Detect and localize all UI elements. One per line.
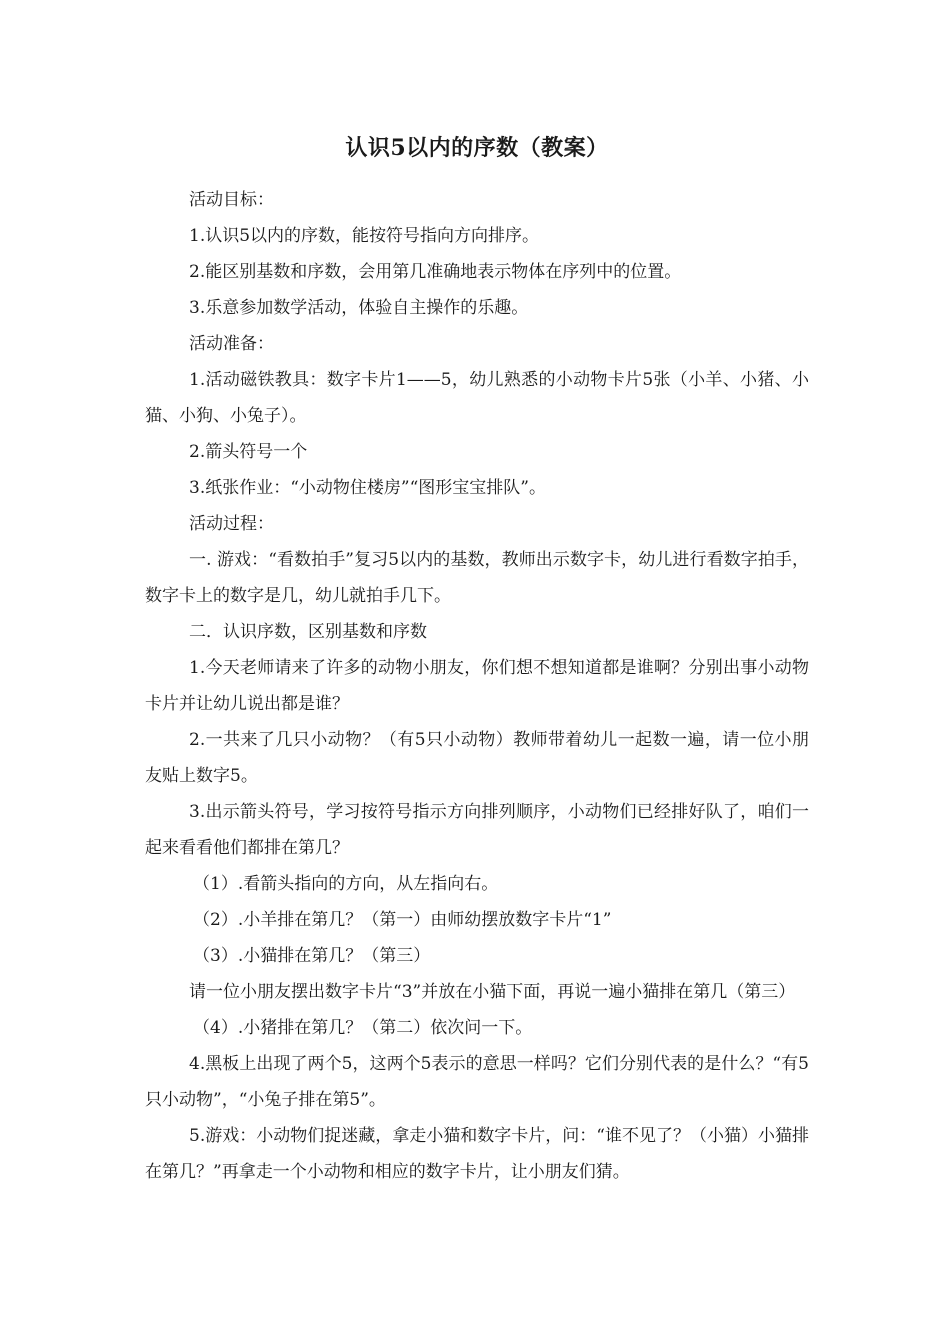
process-subitem-4: （4）.小猪排在第几？（第二）依次问一下。 (193, 1018, 533, 1038)
document-page (145, 128, 809, 1190)
preparation-item-1: 1.活动磁铁教具：数字卡片1——5，幼儿熟悉的小动物卡片5张（小羊、小猪、小猫、小狗、小兔子）。 (145, 370, 809, 426)
section-heading-process: 活动过程： (189, 514, 274, 534)
goal-item-2: 2.能区别基数和序数，会用第几准确地表示物体在序列中的位置。 (189, 262, 682, 282)
process-note: 请一位小朋友摆出数字卡片“3”并放在小猫下面，再说一遍小猫排在第几（第三） (189, 982, 796, 1002)
process-subitem-1: （1）.看箭头指向的方向，从左指向右。 (193, 874, 499, 894)
process-item-2: 2.一共来了几只小动物？（有5只小动物）教师带着幼儿一起数一遍，请一位小朋友贴上数字5。 (145, 730, 809, 786)
process-step-2: 二．认识序数，区别基数和序数 (189, 622, 427, 642)
process-item-3: 3.出示箭头符号，学习按符号指示方向排列顺序，小动物们已经排好队了，咱们一起来看看他们都排在第几？ (145, 802, 809, 858)
document-title: 认识5以内的序数（教案） (345, 135, 609, 161)
section-heading-goals: 活动目标： (189, 190, 274, 210)
process-item-1: 1.今天老师请来了许多的动物小朋友，你们想不想知道都是谁啊？分别出事小动物卡片并让幼儿说出都是谁？ (145, 658, 809, 714)
goal-item-3: 3.乐意参加数学活动，体验自主操作的乐趣。 (189, 298, 529, 318)
section-heading-preparation: 活动准备： (189, 334, 274, 354)
process-item-4: 4.黑板上出现了两个5，这两个5表示的意思一样吗？它们分别代表的是什么？“有5只小动物”，“小兔子排在第5”。 (145, 1054, 809, 1110)
goal-item-1: 1.认识5以内的序数，能按符号指向方向排序。 (189, 226, 540, 246)
preparation-item-2: 2.箭头符号一个 (189, 442, 308, 462)
process-item-5: 5.游戏：小动物们捉迷藏，拿走小猫和数字卡片，问：“谁不见了？（小猫）小猫排在第几？”再拿走一个小动物和相应的数字卡片，让小朋友们猜。 (145, 1126, 809, 1182)
preparation-item-3: 3.纸张作业：“小动物住楼房”“图形宝宝排队”。 (189, 478, 546, 498)
process-subitem-2: （2）.小羊排在第几？（第一）由师幼摆放数字卡片“1” (193, 910, 612, 930)
process-step-1: 一. 游戏：“看数拍手”复习5以内的基数，教师出示数字卡，幼儿进行看数字拍手，数字卡上的数字是几，幼儿就拍手几下。 (145, 550, 809, 606)
process-subitem-3: （3）.小猫排在第几？（第三） (193, 946, 431, 966)
